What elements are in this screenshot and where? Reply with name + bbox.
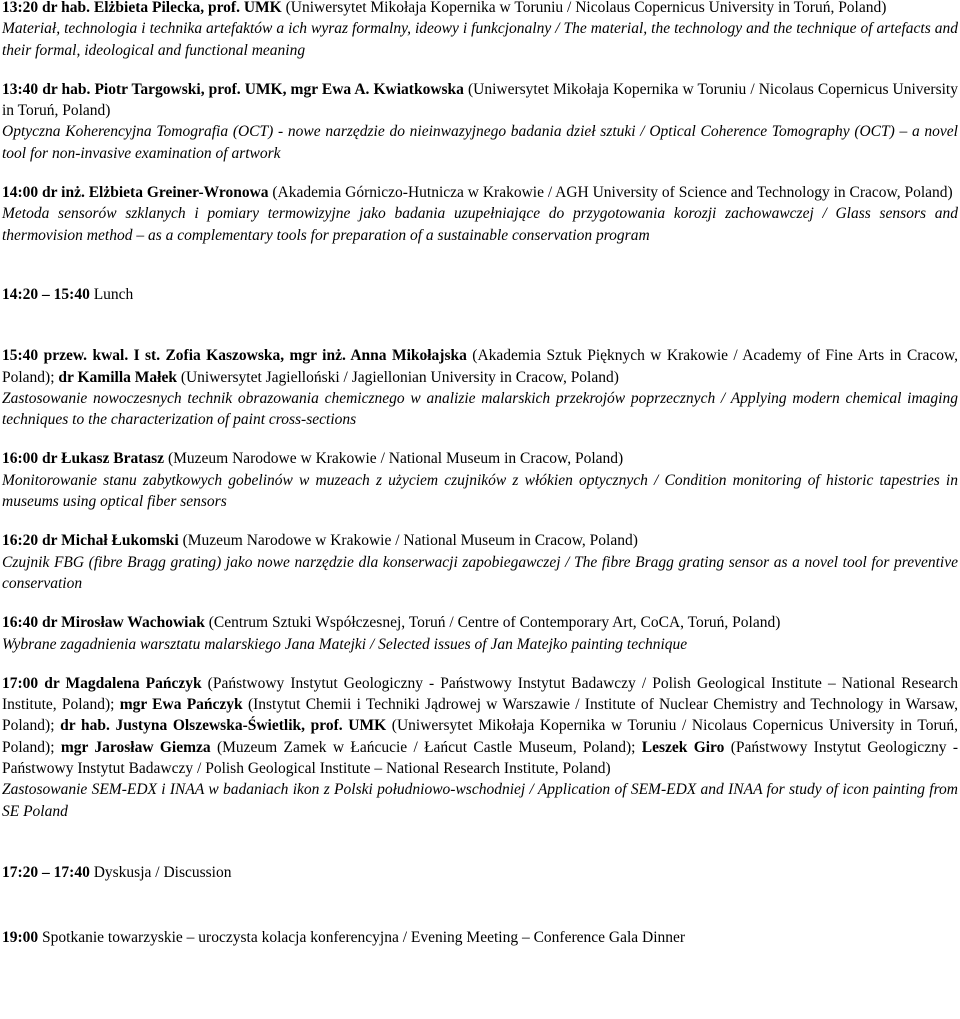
speaker-name: dr hab. Elżbieta Pilecka, prof. UMK xyxy=(42,0,282,16)
spacer xyxy=(2,883,958,927)
speaker-affiliation: (Uniwersytet Mikołaja Kopernika w Toruniu / Nicolaus Copernicus University in Toruń, Poland) xyxy=(285,0,887,16)
spacer xyxy=(2,430,958,448)
speaker-affiliation: (Uniwersytet Mikołaja Kopernika w Toruniu / Nicolaus Copernicus University in Toruń, Poland) xyxy=(2,80,958,120)
session-1620 xyxy=(2,530,958,594)
speaker-affiliation: (Centrum Sztuki Współczesnej, Toruń / Centre of Contemporary Art, CoCA, Toruń, Poland) xyxy=(208,614,781,632)
speaker-name: Leszek Giro xyxy=(641,738,725,756)
session-time: 17:00 xyxy=(2,674,39,692)
speaker-name: dr hab. Piotr Targowski, prof. UMK, mgr Ewa A. Kwiatkowska xyxy=(42,80,464,98)
session-time: 14:20 – 15:40 xyxy=(2,285,90,303)
session-header xyxy=(2,530,958,551)
speaker-name: dr Michał Łukomski xyxy=(42,532,179,550)
session-1540 xyxy=(2,345,958,430)
spacer xyxy=(2,61,958,79)
session-header xyxy=(2,448,958,469)
session-header xyxy=(2,79,958,122)
speaker-affiliation: (Państwowy Instytut Geologiczny - Państwowy Instytut Badawczy / Polish Geological Institute – National Research Institute, Poland) xyxy=(2,738,959,778)
session-time: 15:40 xyxy=(2,347,39,365)
session-time: 13:20 xyxy=(2,0,39,16)
speaker-affiliation: (Akademia Sztuk Pięknych w Krakowie / Academy of Fine Arts in Cracow, Poland); xyxy=(2,347,959,386)
talk-title: Metoda sensorów szklanych i pomiary termowizyjne jako badania uzupełniające do przygotowania korozji zachowawczej / Glass sensors and thermovision method – as a complementary tools for preparation of a sustainable conservation program xyxy=(2,205,958,244)
talk-title: Wybrane zagadnienia warsztatu malarskiego Jana Matejki / Selected issues of Jan Matejko painting technique xyxy=(2,635,688,653)
session-time: 17:20 – 17:40 xyxy=(2,863,90,881)
session-label: Dyskusja / Discussion xyxy=(93,863,232,881)
speaker-affiliation: (Instytut Chemii i Techniki Jądrowej w Warszawie / Institute of Nuclear Chemistry and Technology in Warsaw, Poland); xyxy=(2,696,959,735)
talk-title: Czujnik FBG (fibre Bragg grating) jako nowe narzędzie dla konserwacji zapobiegawczej / The fibre Bragg grating sensor as a novel tool for preventive conservation xyxy=(2,553,958,592)
spacer xyxy=(2,822,958,862)
speaker-affiliation: (Muzeum Narodowe w Krakowie / National Museum in Cracow, Poland) xyxy=(182,532,638,550)
spacer xyxy=(2,164,958,182)
talk-title: Zastosowanie nowoczesnych technik obrazowania chemicznego w analizie malarskich przekrojów poprzecznych / Applying modern chemical imaging techniques to the characterization of paint cross-sections xyxy=(2,389,958,429)
spacer xyxy=(2,512,958,530)
speaker-affiliation: (Akademia Górniczo-Hutnicza w Krakowie / AGH University of Science and Technology in Cracow, Poland) xyxy=(272,184,953,202)
session-discussion xyxy=(2,862,958,883)
session-time: 16:00 xyxy=(2,450,39,468)
session-header xyxy=(2,927,958,948)
session-time: 16:40 xyxy=(2,614,39,632)
session-header xyxy=(2,862,958,883)
speaker-affiliation: (Muzeum Narodowe w Krakowie / National Museum in Cracow, Poland) xyxy=(167,450,624,468)
talk-title: Materiał, technologia i technika artefaktów a ich wyraz formalny, ideowy i funkcjonalny / The material, the technology and the technique of artefacts and their formal, ideological and functional meaning xyxy=(2,20,958,59)
speaker-affiliation: (Uniwersytet Jagielloński / Jagiellonian University in Cracow, Poland) xyxy=(180,368,619,386)
spacer xyxy=(2,246,958,284)
speaker-name: dr hab. Justyna Olszewska-Świetlik, prof. UMK xyxy=(60,717,387,735)
session-1320 xyxy=(2,0,958,61)
session-time: 14:00 xyxy=(2,184,39,202)
session-1700 xyxy=(2,673,958,822)
speaker-affiliation: (Muzeum Zamek w Łańcucie / Łańcut Castle Museum, Poland); xyxy=(216,738,636,756)
session-label: Spotkanie towarzyskie – uroczysta kolacja konferencyjna / Evening Meeting – Conference Gala Dinner xyxy=(42,929,686,947)
speaker-name: dr Mirosław Wachowiak xyxy=(42,614,205,632)
session-header xyxy=(2,612,958,633)
spacer xyxy=(2,305,958,345)
speaker-name: dr Magdalena Pańczyk xyxy=(44,674,202,692)
talk-title: Zastosowanie SEM-EDX i INAA w badaniach ikon z Polski południowo-wschodniej / Application of SEM-EDX and INAA for study of icon painting from SE Poland xyxy=(2,781,958,820)
session-header xyxy=(2,182,958,203)
session-header xyxy=(2,284,958,305)
spacer xyxy=(2,655,958,673)
speaker-name: przew. kwal. I st. Zofia Kaszowska, mgr inż. Anna Mikołajska xyxy=(43,347,467,365)
talk-title: Optyczna Koherencyjna Tomografia (OCT) - nowe narzędzie do nieinwazyjnego badania dzieł sztuki / Optical Coherence Tomography (OCT) – a novel tool for non-invasive examination of artwork xyxy=(2,123,958,162)
session-header xyxy=(2,345,958,388)
speaker-name: dr Łukasz Bratasz xyxy=(42,450,165,468)
session-label: Lunch xyxy=(93,285,134,303)
programme-document xyxy=(2,0,958,949)
speaker-name: mgr Jarosław Giemza xyxy=(60,738,211,756)
session-header xyxy=(2,673,958,779)
session-1340 xyxy=(2,79,958,164)
session-header xyxy=(2,0,958,18)
session-gala-dinner xyxy=(2,927,958,948)
session-time: 16:20 xyxy=(2,532,39,550)
session-1600 xyxy=(2,448,958,512)
talk-title: Monitorowanie stanu zabytkowych gobelinów w muzeach z użyciem czujników z włókien optycznych / Condition monitoring of historic tapestries in museums using optical fiber sensors xyxy=(2,471,958,511)
speaker-affiliation: (Państwowy Instytut Geologiczny - Państwowy Instytut Badawczy / Polish Geological Institute – National Research Institute, Poland); xyxy=(2,674,959,714)
session-1400 xyxy=(2,182,958,246)
session-lunch xyxy=(2,284,958,305)
spacer xyxy=(2,594,958,612)
speaker-name: dr Kamilla Małek xyxy=(58,368,177,386)
speaker-name: mgr Ewa Pańczyk xyxy=(119,696,243,714)
session-time: 13:40 xyxy=(2,80,39,98)
speaker-name: dr inż. Elżbieta Greiner-Wronowa xyxy=(42,184,269,202)
session-1640 xyxy=(2,612,958,655)
session-time: 19:00 xyxy=(2,929,39,947)
speaker-affiliation: (Uniwersytet Mikołaja Kopernika w Toruniu / Nicolaus Copernicus University in Toruń, Poland); xyxy=(2,717,959,756)
